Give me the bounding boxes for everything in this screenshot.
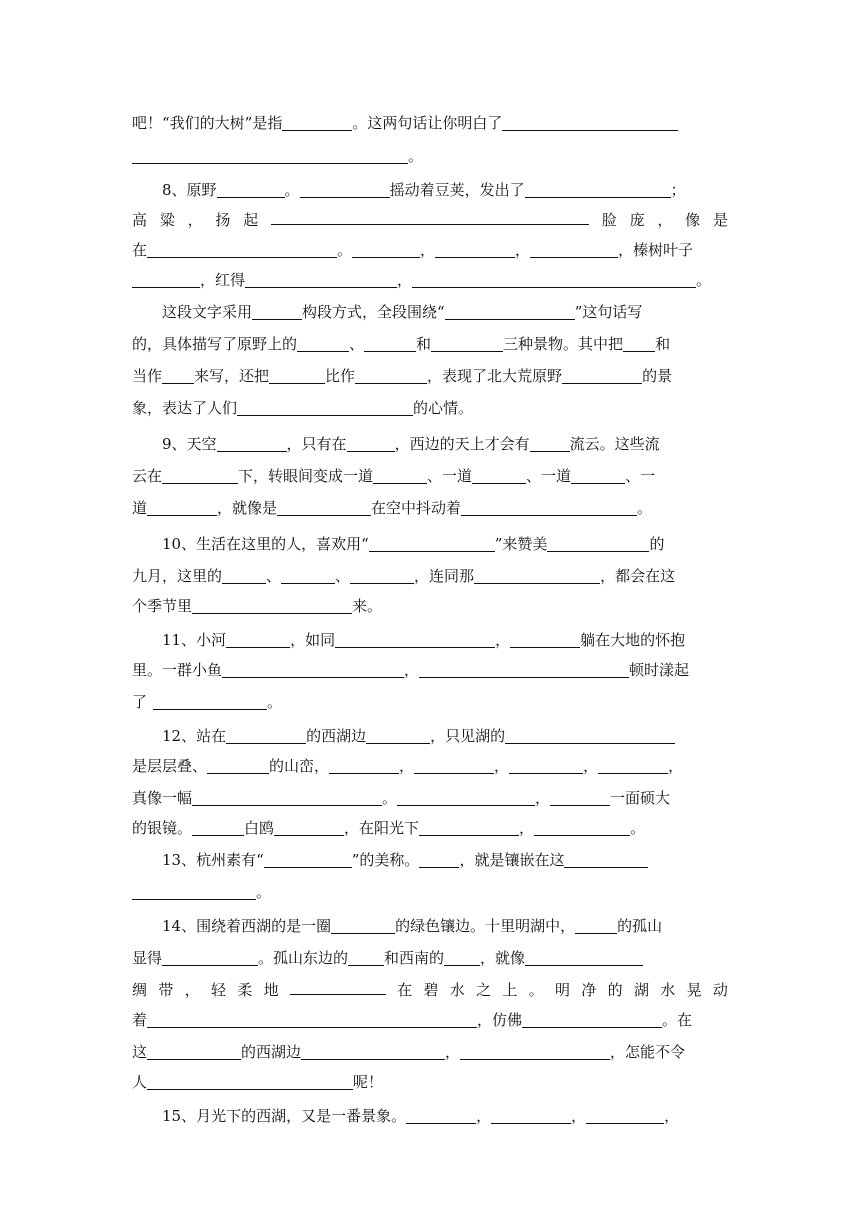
answer-blank[interactable] (147, 1041, 241, 1060)
text-segment: ， (445, 1043, 461, 1061)
answer-blank[interactable] (571, 465, 625, 484)
text-segment: ， (494, 757, 510, 775)
answer-blank[interactable] (444, 947, 480, 966)
text-segment: 之 (476, 981, 492, 999)
answer-blank[interactable] (491, 1105, 571, 1124)
answer-blank[interactable] (534, 817, 630, 836)
text-segment: 净 (581, 981, 597, 999)
text-segment: ， (184, 981, 200, 999)
text-segment: 是层层叠、 (132, 757, 208, 775)
question-8 (162, 176, 728, 204)
text-segment: 、一道 (526, 467, 572, 485)
text-segment: 、 (335, 567, 351, 585)
answer-blank[interactable] (352, 239, 420, 258)
answer-blank[interactable] (132, 269, 200, 288)
text-segment: 。 (256, 883, 272, 901)
text-segment: ， (668, 757, 684, 775)
text-segment: 13、杭州素有“ (162, 851, 264, 869)
answer-blank[interactable] (414, 755, 494, 774)
answer-blank[interactable] (445, 301, 575, 320)
text-segment: 的景 (642, 367, 673, 385)
answer-blank[interactable] (502, 112, 678, 131)
text-line (132, 266, 728, 294)
text-segment: 和西南的 (384, 949, 445, 967)
text-segment: 个季节里 (132, 597, 193, 615)
text-segment: 。孤山东边的 (258, 949, 349, 967)
answer-blank[interactable] (274, 817, 344, 836)
text-segment: ，表现了北大荒原野 (427, 367, 563, 385)
text-segment: 。 (382, 789, 398, 807)
text-segment: 顿时漾起 (629, 661, 690, 679)
answer-blank[interactable] (472, 465, 526, 484)
text-segment: 的西湖边 (241, 1043, 302, 1061)
text-segment: ， (397, 271, 413, 289)
text-segment: ， (399, 757, 415, 775)
text-segment: 的 (607, 981, 623, 999)
text-segment: 躺在大地的怀抱 (580, 631, 686, 649)
answer-blank[interactable] (350, 565, 414, 584)
answer-blank[interactable] (623, 333, 655, 352)
text-segment: 这 (132, 1043, 148, 1061)
answer-blank[interactable] (217, 433, 287, 452)
answer-blank[interactable] (147, 497, 217, 516)
text-segment: 粱 (159, 211, 175, 229)
answer-blank[interactable] (147, 1009, 477, 1028)
text-segment: 道 (132, 499, 148, 517)
answer-blank[interactable] (237, 397, 413, 416)
text-segment: 明 (555, 981, 571, 999)
text-segment: ，只见湖的 (430, 727, 506, 745)
answer-blank[interactable] (269, 365, 325, 384)
text-segment: 8、原野 (162, 181, 217, 199)
answer-blank[interactable] (147, 239, 337, 258)
text-segment: 、 (349, 335, 365, 353)
text-segment: 地 (263, 981, 279, 999)
text-segment: ，红得 (200, 271, 246, 289)
answer-blank[interactable] (598, 755, 668, 774)
text-line (132, 142, 728, 170)
text-segment: 、 (266, 567, 282, 585)
text-segment: 的，具体描写了原野上的 (132, 335, 298, 353)
answer-blank[interactable] (419, 817, 519, 836)
text-line (132, 944, 728, 972)
answer-blank[interactable] (162, 465, 238, 484)
answer-blank[interactable] (192, 787, 382, 806)
text-segment: ，都会在这 (600, 567, 676, 585)
text-line (132, 1038, 728, 1066)
text-segment: ，怎能不令 (610, 1043, 686, 1061)
text-segment: 的心情。 (413, 399, 474, 417)
text-line (132, 592, 728, 620)
text-segment: 。 (528, 981, 544, 999)
text-segment: 吧！“我们的大树”是指 (132, 114, 283, 132)
text-segment: 着 (132, 1011, 148, 1029)
text-segment: ”来赞美 (494, 535, 548, 553)
answer-blank[interactable] (222, 659, 404, 678)
text-segment: 。 (696, 271, 712, 289)
answer-blank[interactable] (335, 629, 495, 648)
answer-blank[interactable] (364, 333, 416, 352)
answer-blank[interactable] (397, 787, 535, 806)
answer-blank[interactable] (192, 595, 352, 614)
answer-blank[interactable] (412, 269, 696, 288)
answer-blank[interactable] (419, 659, 629, 678)
text-segment: 象，表达了人们 (132, 399, 238, 417)
text-segment: ，只有在 (286, 435, 347, 453)
text-line (132, 562, 728, 590)
text-segment: 晃 (686, 981, 702, 999)
text-line (132, 109, 728, 137)
text-segment: 柔 (237, 981, 253, 999)
answer-blank[interactable] (564, 849, 648, 868)
text-segment: 了 (132, 693, 148, 711)
text-segment: 轻 (210, 981, 226, 999)
text-segment: 水 (660, 981, 676, 999)
text-segment: 榛树叶子 (633, 241, 694, 259)
text-segment: 高 (132, 211, 148, 229)
answer-blank[interactable] (460, 1041, 610, 1060)
text-segment: ， (664, 1107, 680, 1125)
text-segment: 三种景物。其中把 (503, 335, 624, 353)
text-segment: ，仿佛 (477, 1011, 523, 1029)
text-segment: 。 (630, 819, 646, 837)
text-segment: 显得 (132, 949, 163, 967)
text-segment: 里。一群小鱼 (132, 661, 223, 679)
text-segment: 来写，还把 (194, 367, 270, 385)
text-segment: ， (404, 661, 420, 679)
text-segment: 脸 (601, 211, 617, 229)
answer-blank[interactable] (406, 1105, 476, 1124)
answer-blank[interactable] (547, 533, 649, 552)
answer-blank[interactable] (252, 301, 302, 320)
text-segment: 摇动着豆荚，发出了 (389, 181, 525, 199)
text-segment: 的孤山 (617, 917, 663, 935)
text-line (132, 784, 728, 812)
text-segment: ，就像 (480, 949, 526, 967)
answer-blank[interactable] (281, 565, 335, 584)
text-segment: 。 (637, 499, 653, 517)
text-segment: ； (670, 181, 686, 199)
text-segment: ， (618, 241, 634, 259)
question-15 (162, 1102, 728, 1130)
text-segment: ， (495, 631, 511, 649)
answer-blank[interactable] (290, 976, 386, 995)
text-segment: 当作 (132, 367, 163, 385)
text-line (162, 298, 728, 326)
answer-blank[interactable] (525, 179, 671, 198)
question-12 (162, 722, 728, 750)
text-segment: ， (571, 1107, 587, 1125)
answer-blank[interactable] (550, 787, 610, 806)
text-segment: 在 (397, 981, 413, 999)
answer-blank[interactable] (226, 725, 306, 744)
answer-blank[interactable] (301, 1041, 445, 1060)
text-segment: 呢！ (353, 1073, 384, 1091)
text-segment: ，在阳光下 (344, 819, 420, 837)
answer-blank[interactable] (474, 565, 600, 584)
text-segment: ， (420, 241, 436, 259)
text-segment: 是 (712, 211, 728, 229)
answer-blank[interactable] (245, 269, 397, 288)
text-segment: 的绿色镶边。十里明湖中， (395, 917, 576, 935)
question-11 (162, 626, 728, 654)
text-segment: 九月，这里的 (132, 567, 223, 585)
text-segment: ， (515, 241, 531, 259)
answer-blank[interactable] (431, 333, 503, 352)
text-segment: ，连同那 (414, 567, 475, 585)
text-segment: ， (476, 1107, 492, 1125)
text-segment: 9、天空 (162, 435, 217, 453)
answer-blank[interactable] (226, 629, 290, 648)
text-segment: ， (519, 819, 535, 837)
text-segment: 10、生活在这里的人，喜欢用“ (162, 535, 369, 553)
answer-blank[interactable] (435, 239, 515, 258)
answer-blank[interactable] (162, 365, 194, 384)
text-line (132, 330, 728, 358)
question-9 (162, 430, 728, 458)
answer-blank[interactable] (329, 755, 399, 774)
answer-blank[interactable] (586, 1105, 664, 1124)
text-segment: ”这句话写 (574, 303, 643, 321)
text-segment: 湖 (633, 981, 649, 999)
answer-blank[interactable] (373, 465, 427, 484)
text-segment: ，就像是 (217, 499, 278, 517)
text-segment: 。 (337, 241, 353, 259)
answer-blank[interactable] (419, 849, 459, 868)
answer-blank[interactable] (522, 1009, 662, 1028)
answer-blank[interactable] (575, 915, 617, 934)
text-segment: 像 (685, 211, 701, 229)
text-segment: 的西湖边 (306, 727, 367, 745)
text-segment: 比作 (325, 367, 356, 385)
text-segment: 流云。这些流 (569, 435, 660, 453)
text-segment: 在 (132, 241, 148, 259)
answer-blank[interactable] (282, 112, 352, 131)
answer-blank[interactable] (509, 755, 583, 774)
answer-blank[interactable] (366, 725, 430, 744)
text-segment: 碧 (423, 981, 439, 999)
answer-blank[interactable] (300, 179, 390, 198)
question-10 (162, 530, 728, 558)
text-line (132, 236, 728, 264)
answer-blank[interactable] (369, 533, 495, 552)
question-14 (162, 912, 728, 940)
answer-blank[interactable] (525, 947, 643, 966)
text-segment: 的山峦， (269, 757, 330, 775)
text-line (132, 462, 728, 490)
text-segment: 一面硕大 (610, 789, 671, 807)
answer-blank[interactable] (348, 947, 384, 966)
text-segment: 和 (655, 335, 671, 353)
text-segment: ，就是镶嵌在这 (459, 851, 565, 869)
text-segment: 绸 (132, 981, 148, 999)
answer-blank[interactable] (132, 145, 408, 164)
text-segment: 的 (649, 535, 665, 553)
text-line (132, 494, 728, 522)
text-segment: 白鸥 (244, 819, 275, 837)
text-segment: 的银镜。 (132, 819, 193, 837)
text-segment: ， (583, 757, 599, 775)
text-segment: 云在 (132, 467, 163, 485)
text-segment: 。 (267, 693, 283, 711)
text-segment: ，西边的天上才会有 (394, 435, 530, 453)
text-segment: 起 (243, 211, 259, 229)
text-segment: 。这两句话让你明白了 (352, 114, 503, 132)
text-line (132, 688, 728, 716)
text-segment: ， (657, 211, 673, 229)
text-segment: 来。 (352, 597, 383, 615)
text-segment: 14、围绕着西湖的是一圈 (162, 917, 332, 935)
answer-blank[interactable] (347, 433, 395, 452)
text-segment: 、一道 (427, 467, 473, 485)
text-line (132, 394, 728, 422)
text-segment: 人 (132, 1073, 148, 1091)
text-segment: 和 (416, 335, 432, 353)
text-line (132, 814, 728, 842)
answer-blank[interactable] (277, 497, 371, 516)
text-segment: 这段文字采用 (162, 303, 253, 321)
text-segment: 上 (502, 981, 518, 999)
answer-blank[interactable] (461, 497, 637, 516)
text-line (132, 1068, 728, 1096)
answer-blank[interactable] (297, 333, 349, 352)
text-segment: 15、月光下的西湖，又是一番景象。 (162, 1107, 407, 1125)
text-line (132, 362, 728, 390)
answer-blank[interactable] (510, 629, 580, 648)
text-segment: 在空中抖动着 (371, 499, 462, 517)
answer-blank[interactable] (271, 206, 589, 225)
text-line (132, 206, 728, 234)
text-segment: 构段方式，全段围绕“ (302, 303, 445, 321)
text-segment: 水 (449, 981, 465, 999)
answer-blank[interactable] (222, 565, 266, 584)
text-line (132, 656, 728, 684)
text-segment: ，如同 (290, 631, 336, 649)
text-segment: ， (187, 211, 203, 229)
answer-blank[interactable] (153, 691, 267, 710)
answer-blank[interactable] (331, 915, 395, 934)
text-segment: 真像一幅 (132, 789, 193, 807)
answer-blank[interactable] (132, 881, 256, 900)
answer-blank[interactable] (530, 239, 618, 258)
text-segment: 庞 (629, 211, 645, 229)
text-segment: ， (535, 789, 551, 807)
text-segment: 。 (408, 147, 424, 165)
answer-blank[interactable] (207, 755, 269, 774)
text-segment: ”的美称。 (351, 851, 420, 869)
answer-blank[interactable] (162, 947, 258, 966)
text-segment: 、一 (625, 467, 656, 485)
answer-blank[interactable] (530, 433, 570, 452)
answer-blank[interactable] (217, 179, 285, 198)
text-segment: 。在 (662, 1011, 693, 1029)
text-segment: 。 (284, 181, 300, 199)
question-13 (162, 846, 728, 874)
text-line (132, 976, 728, 1004)
text-segment: 动 (712, 981, 728, 999)
text-segment: 12、站在 (162, 727, 227, 745)
text-segment: 带 (158, 981, 174, 999)
text-segment: 下，转眼间变成一道 (238, 467, 374, 485)
answer-blank[interactable] (562, 365, 642, 384)
answer-blank[interactable] (505, 725, 675, 744)
answer-blank[interactable] (264, 849, 352, 868)
text-line (132, 878, 728, 906)
answer-blank[interactable] (355, 365, 427, 384)
answer-blank[interactable] (192, 817, 244, 836)
text-line (132, 1006, 728, 1034)
text-segment: 11、小河 (162, 631, 227, 649)
text-line (132, 752, 728, 780)
text-segment: 扬 (215, 211, 231, 229)
answer-blank[interactable] (147, 1071, 353, 1090)
